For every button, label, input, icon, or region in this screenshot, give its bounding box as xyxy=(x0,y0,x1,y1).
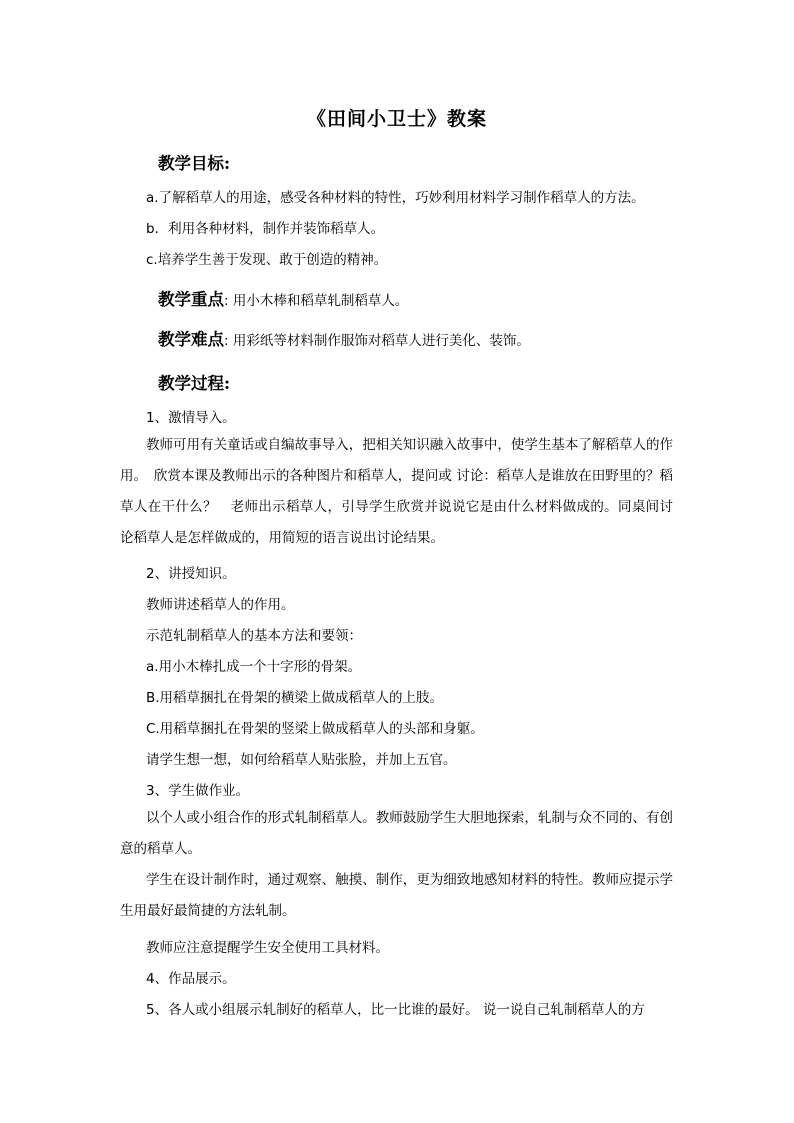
step2-title: 2、讲授知识。 xyxy=(146,566,236,582)
process-heading: 教学过程: xyxy=(158,374,231,393)
objective-item-b: b．利用各种材料，制作并装饰稻草人。 xyxy=(146,221,385,237)
difficulty-heading: 教学难点 xyxy=(158,330,224,349)
step2-line-1: 教师讲述稻草人的作用。 xyxy=(146,597,295,613)
step4-title: 4、作品展示。 xyxy=(146,971,236,987)
objective-item-c: c.培养学生善于发现、敢于创造的精神。 xyxy=(146,252,388,268)
key-point-section xyxy=(158,286,408,310)
difficulty-section xyxy=(158,326,530,350)
step3-paragraph-2: 学生在设计制作时，通过观察、触摸、制作，更为细致地感知材料的特性。教师应提示学生用最好最简捷的方法轧制。 xyxy=(120,872,673,919)
step2-line-3: a.用小木棒扎成一个十字形的骨架。 xyxy=(146,659,362,675)
step1-title: 1、激情导入。 xyxy=(146,410,236,426)
document-title: 《田间小卫士》教案 xyxy=(306,108,487,130)
key-point-text: : 用小木棒和稻草轧制稻草人。 xyxy=(224,293,409,309)
step2-line-2: 示范轧制稻草人的基本方法和要领： xyxy=(146,628,362,644)
objective-item-a: a.了解稻草人的用途，感受各种材料的特性，巧妙利用材料学习制作稻草人的方法。 xyxy=(146,190,645,206)
step3-line: 教师应注意提醒学生安全使用工具材料。 xyxy=(146,940,389,956)
key-point-heading: 教学重点 xyxy=(158,290,224,309)
step5-paragraph: 5、各人或小组展示轧制好的稻草人，比一比谁的最好。 说一说自己轧制稻草人的方 xyxy=(146,1002,645,1018)
step2-line-5: C.用稻草捆扎在骨架的竖梁上做成稻草人的头部和身躯。 xyxy=(146,721,484,737)
difficulty-text: : 用彩纸等材料制作服饰对稻草人进行美化、装饰。 xyxy=(224,333,530,349)
step3-title: 3、学生做作业。 xyxy=(146,783,250,799)
step3-paragraph-1: 以个人或小组合作的形式轧制稻草人。教师鼓励学生大胆地探索，轧制与众不同的、有创意的稻草人。 xyxy=(120,810,673,857)
step2-line-4: B.用稻草捆扎在骨架的横梁上做成稻草人的上肢。 xyxy=(146,690,444,706)
step2-line-6: 请学生想一想，如何给稻草人贴张脸，并加上五官。 xyxy=(146,752,457,768)
step1-paragraph: 教师可用有关童话或自编故事导入，把相关知识融入故事中，使学生基本了解稻草人的作用。 欣赏本课及教师出示的各种图片和稻草人，提问或 讨论：稻草人是谁放在田野里的？稻草人在干什么？ 老师出示稻草人，引导学生欣赏并说说它是由什么材料做成的。同桌间讨论稻草人是怎样做成的，用简短的语言说出讨论结果。 xyxy=(120,437,673,546)
objectives-heading: 教学目标: xyxy=(158,154,231,173)
